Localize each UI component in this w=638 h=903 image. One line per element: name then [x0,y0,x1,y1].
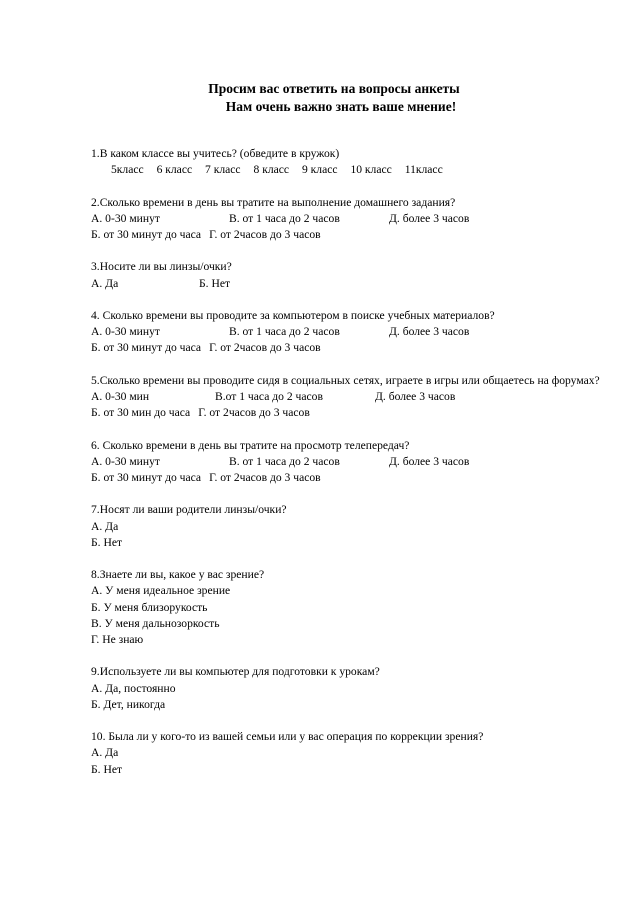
answer-option[interactable]: А. 0-30 минут [91,325,160,339]
page-header [0,80,638,116]
answer-row [91,276,611,292]
answer-option[interactable]: Д. более 3 часов [389,454,470,468]
question-text: 5.Сколько времени вы проводите сидя в социальных сетях, играете в игры или общаетесь на форумах? [91,373,600,387]
grade-option[interactable]: 10 класс [350,163,392,177]
answer-option[interactable]: Б. Нет [199,276,231,290]
question-text: 9.Используете ли вы компьютер для подготовки к урокам? [91,665,380,679]
answer-option[interactable]: Б. от 30 минут до часа [91,470,202,484]
answer-option[interactable]: Г. от 2часов до 3 часов [198,406,310,420]
grade-option[interactable]: 8 класс [253,163,290,177]
question-6 [91,438,611,487]
grade-options [91,162,611,178]
answer-row [91,340,611,356]
header-title: Просим вас ответить на вопросы анкеты [208,81,460,96]
answer-option[interactable]: Г. от 2часов до 3 часов [209,341,321,355]
answer-row [91,389,611,405]
question-7 [91,502,611,551]
question-1 [91,146,611,178]
answer-option[interactable]: Д. более 3 часов [389,211,470,225]
answer-option[interactable]: А. Да [91,276,119,290]
answer-option[interactable]: Г. Не знаю [91,632,144,646]
answer-option[interactable]: А. 0-30 минут [91,454,160,468]
answer-option[interactable]: Б. Дет, никогда [91,697,166,711]
answer-option[interactable]: В.от 1 часа до 2 часов [215,389,323,403]
answer-option[interactable]: В. У меня дальнозоркость [91,616,220,630]
question-9 [91,664,611,713]
question-10 [91,729,611,778]
answer-option[interactable]: А. Да [91,519,119,533]
answer-option[interactable]: А. 0-30 мин [91,389,150,403]
answer-option[interactable]: Г. от 2часов до 3 часов [209,228,321,241]
answer-option[interactable]: Б. от 30 мин до часа [91,406,191,420]
answer-option[interactable]: Б. от 30 минут до часа [91,341,202,355]
question-text: 1.В каком классе вы учитесь? (обведите в кружок) [91,147,340,160]
answer-row [91,405,611,421]
answer-option[interactable]: В. от 1 часа до 2 часов [229,211,340,225]
answer-option[interactable]: Б. У меня близорукость [91,600,208,614]
answer-option[interactable]: А. У меня идеальное зрение [91,584,231,598]
answer-option[interactable]: А. Да, постоянно [91,681,176,695]
question-text: 8.Знаете ли вы, какое у вас зрение? [91,568,265,582]
question-text: 2.Сколько времени в день вы тратите на выполнение домашнего задания? [91,195,456,209]
answer-row [91,211,611,227]
answer-row [91,324,611,340]
question-text: 10. Была ли у кого-то из вашей семьи или у вас операция по коррекции зрения? [91,730,484,744]
grade-option[interactable]: 5класс [111,163,144,177]
answer-option[interactable]: А. 0-30 минут [91,211,160,225]
answer-option[interactable]: Б. Нет [91,535,123,549]
question-4 [91,308,611,357]
grade-option[interactable]: 6 класс [156,163,193,177]
grade-option[interactable]: 9 класс [301,163,338,177]
grade-option[interactable]: 7 класс [205,163,241,177]
question-2 [91,195,611,244]
grade-option[interactable]: 11класс [404,163,443,177]
question-text: 7.Носят ли ваши родители линзы/очки? [91,503,287,517]
question-text: 3.Носите ли вы линзы/очки? [91,260,232,274]
question-3 [91,259,611,291]
question-text: 6. Сколько времени в день вы тратите на просмотр телепередач? [91,438,410,452]
questions-list [91,146,611,794]
answer-option[interactable]: А. Да [91,746,119,760]
answer-option[interactable]: Г. от 2часов до 3 часов [209,470,321,484]
answer-option[interactable]: Б. от 30 минут до часа [91,228,202,241]
question-8 [91,567,611,648]
answer-option[interactable]: Д. более 3 часов [389,325,470,339]
question-5 [91,373,611,422]
question-text: 4. Сколько времени вы проводите за компьютером в поиске учебных материалов? [91,308,495,322]
answer-option[interactable]: В. от 1 часа до 2 часов [229,454,340,468]
answer-option[interactable]: Б. Нет [91,762,123,776]
answer-option[interactable]: Д. более 3 часов [375,389,456,403]
header-subtitle: Нам очень важно знать ваше мнение! [225,99,457,114]
answer-option[interactable]: В. от 1 часа до 2 часов [229,325,340,339]
answer-row [91,470,611,486]
answer-row [91,454,611,470]
answer-row [91,227,611,243]
